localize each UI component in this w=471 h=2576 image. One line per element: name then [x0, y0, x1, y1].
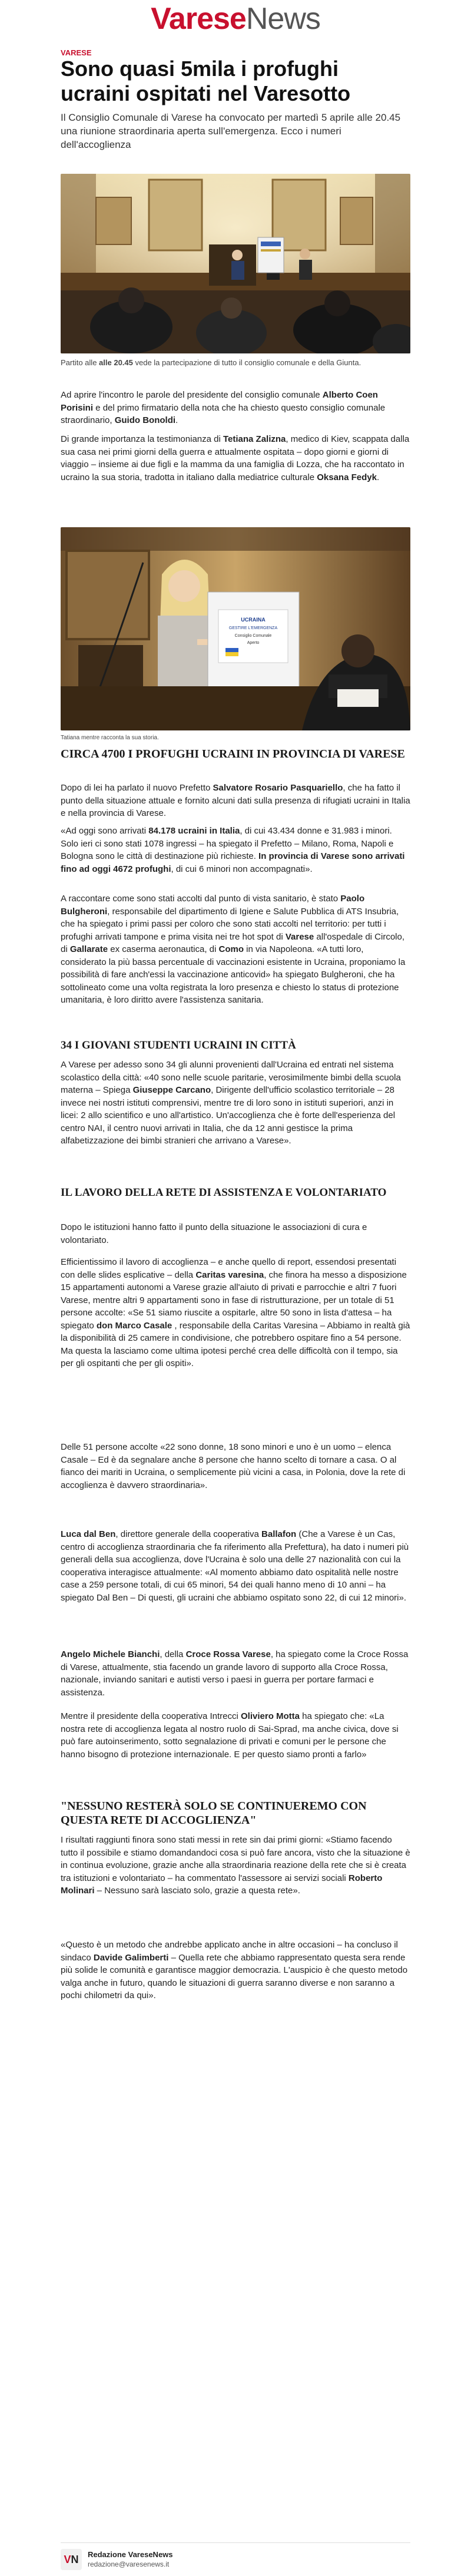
paragraph-prefetto: Dopo di lei ha parlato il nuovo Prefetto Salvatore Rosario Pasquariello, che ha fatto il punto della situazione attuale e fornito alcuni dati sulla presenza di rifugiati ucraini in Italia e nella provincia di Varese.	[61, 783, 410, 818]
author-name[interactable]: Redazione VareseNews	[88, 2550, 173, 2559]
article-title: Sono quasi 5mila i profughi ucraini ospitati nel Varesotto	[61, 57, 351, 105]
section-heading-studenti: 34 I GIOVANI STUDENTI UCRAINI IN CITTÀ	[61, 1039, 296, 1051]
paragraph-galimberti: «Questo è un metodo che andrebbe applicato anche in altre occasioni – ha concluso il sindaco Davide Galimberti – Quella rete che abbiamo rappresentato questa sera rende più solide le comunità e garantisce maggior democrazia. L'auspicio è che questo metodo valga anche in futuro, quando le situazioni di guerra saranno diverse e non saranno a pochi chilometri da qui».	[61, 1940, 408, 2000]
photo-tatiana-caption: Tatiana mentre racconta la sua storia.	[61, 735, 159, 741]
photo-tatiana	[61, 527, 410, 730]
section-heading-nessuno-solo: "NESSUNO RESTERÀ SOLO SE CONTINUEREMO CON QUESTA RETE DI ACCOGLIENZA"	[61, 1800, 367, 1827]
author-box	[61, 2542, 410, 2572]
section-heading-volontariato: IL LAVORO DELLA RETE DI ASSISTENZA E VOLONTARIATO	[61, 1186, 387, 1199]
photo-council-room-image	[61, 174, 410, 353]
paragraph-associazioni: Dopo le istituzioni hanno fatto il punto della situazione le associazioni di cura e volontariato.	[61, 1222, 367, 1245]
paragraph-croce-rossa: Angelo Michele Bianchi, della Croce Rossa Varese, ha spiegato come la Croce Rossa di Varese, attualmente, stia facendo un grande lavoro di supporto alla Croce Rossa, nazionale, inviando sanitari e autisti verso i paesi in guerra per portare farmaci e assistenza.	[61, 1649, 409, 1698]
paragraph-studenti: A Varese per adesso sono 34 gli alunni provenienti dall'Ucraina ed entrati nel sistema scolastico della città: «40 sono nelle scuole paritarie, verosimilmente bimbi della scuola materna – Spiega Giuseppe Carcano, Dirigente dell'ufficio scolastico territoriale – 28 invece nei nostri istituti comprensivi, mentre tre di loro sono in istituti superiori, anzi in licei: 2 allo scientifico e uno all'artistico. Un'accoglienza che è forte dell'esperienza del centro NAI, il centro nuovi arrivati in Italia, che da 12 anni gestisce la prima alfabetizzazione dei bimbi stranieri che arrivano a Varese».	[61, 1060, 401, 1146]
logo-part-news: News	[246, 2, 320, 36]
author-avatar[interactable]	[61, 2549, 82, 2570]
author-email[interactable]: redazione@varesenews.it	[88, 2560, 170, 2568]
paragraph-persone-accolte: Delle 51 persone accolte «22 sono donne, 18 sono minori e uno è un uomo – elenca Casale – Ed è da segnalare anche 8 persone che hanno scelto di tornare a casa. O al fianco dei mariti in Ucraina, o semplicemente più vicini a casa, in Polonia, dove la rete di accoglienza è davvero straordinaria».	[61, 1442, 406, 1490]
paragraph-molinari: I risultati raggiunti finora sono stati messi in rete sin dai primi giorni: «Stiamo facendo tutto il possibile e stiamo domandandoci cosa si può fare ancora, visto che la situazione è in continua evoluzione, grazie anche alla straordinaria reazione della rete che si è creata tra istituzioni e volontariato – ha commentato l'assessore ai servizi sociali Roberto Molinari – Nessuno sarà lasciato solo, grazie a questa rete».	[61, 1835, 410, 1896]
paragraph-numbers: «Ad oggi sono arrivati 84.178 ucraini in Italia, di cui 43.434 donne e 31.983 i minori. Solo ieri ci sono stati 1078 ingressi – ha spiegato il Prefetto – Milano, Roma, Napoli e Bologna sono le città di destinazione più richieste. In provincia di Varese sono arrivati fino ad oggi 4672 profughi, di cui 6 minori non accompagnati».	[61, 826, 405, 874]
badge-letter-v: V	[64, 2554, 71, 2565]
site-logo[interactable]	[0, 1, 471, 42]
badge-letter-n: N	[71, 2554, 79, 2565]
paragraph-caritas: Efficientissimo il lavoro di accoglienza – e anche quello di report, essendosi presentati con delle slides esplicative – della Caritas varesina, che finora ha messo a disposizione 15 appartamenti autonomi a Varese grazie all'aiuto di privati e parrocchie e altri 7 fuori Varese, mentre altri 9 appartamenti sono in fase di ristrutturazione, per un totale di 51 persone accolte: «Se 51 siamo riuscite a ospitarle, altre 50 sono in lista d'attesa – ha spiegato don Marco Casale , responsabile della Caritas Varesina – Abbiamo in realtà già la disponibilità di 25 camere in condivisione, che potrebbero ospitare fino a 54 persone. Ma questa la lasciamo come ultima ipotesi perché crea delle difficoltà con il tempo, sia per gli ospitanti che per gli ospiti».	[61, 1257, 410, 1368]
article-lead: Il Consiglio Comunale di Varese ha convocato per martedì 5 aprile alle 20.45 una riunione straordinaria aperta sull'emergenza. Ecco i numeri dell'accoglienza	[61, 112, 401, 150]
panel-line-consiglio: Consiglio Comunale	[234, 634, 272, 638]
logo-part-varese: Varese	[151, 2, 246, 36]
paragraph-sanitario: A raccontare come sono stati accolti dal punto di vista sanitario, è stato Paolo Bulgheroni, responsabile del dipartimento di Igiene e Salute Pubblica di ATS Insubria, che ha spiegato i primi passi per coloro che sono stati accolti nel territorio: per tutti i profughi arrivati tampone e prima visita nei tre hot spot di Varese all'ospedale di Circolo, di Gallarate ex caserma aeronautica, di Como in via Napoleona. «A tutti loro, considerato la più bassa percentuale di vaccinazioni esistente in Ucraina, proponiamo la possibilità di fare anch'essi la vaccinazione anticovid» ha spiegato Bulgheroni, che ha sottolineato come una volta registrata la loro presenza e chiesto lo status di protezione umanitaria, è loro diritto avere l'assistenza sanitaria.	[61, 894, 406, 1005]
paragraph-testimony: Di grande importanza la testimonianza di Tetiana Zalizna, medico di Kiev, scappata dalla sua casa nei primi giorni della guerra e attualmente ospitata – dopo giorni e giorni di viaggio – insieme ai due figli e la mamma da una famiglia di Lozza, che ha raccontato in ucraino la sua storia, tradotta in italiano dalla mediatrice culturale Oksana Fedyk.	[61, 434, 410, 482]
panel-line-aperto: Aperto	[247, 641, 260, 645]
paragraph-intrecci: Mentre il presidente della cooperativa Intrecci Oliviero Motta ha spiegato che: «La nostra rete di accoglienza legata al nostro ruolo di Sai-Sprad, ma anche civica, dove si può fare autoinserimento, sotto segnalazione di privati e comuni per le persone che hanno bisogno di protezione internazionale. E per questo siamo pronti a farlo»	[61, 1711, 399, 1760]
photo-council-caption: Partito alle alle 20.45 vede la partecipazione di tutto il consiglio comunale e della Giunta.	[61, 358, 361, 367]
paragraph-opening: Ad aprire l'incontro le parole del presidente del consiglio comunale Alberto Coen Porisini e del primo firmatario della nota che ha chiesto questo consiglio comunale straordinario, Guido Bonoldi.	[61, 390, 386, 425]
paragraph-ballafon: Luca dal Ben, direttore generale della cooperativa Ballafon (Che a Varese è un Cas, centro di accoglienza straordinaria che fa riferimento alla Prefettura), ha dato i numeri più generali della sua accoglienza, dove l'Ucraina è solo una delle 27 nazionalità con cui la cooperativa interagisce attualmente: «Al momento abbiamo dato ospitalità nelle nostre case a 259 persone totali, di cui 65 minori, 54 dei quali hanno meno di 10 anni – ha spiegato Dal Ben – Di questi, gli ucraini che abbiamo ospitato sono 22, di cui 12 minori».	[61, 1529, 409, 1603]
photo-tatiana-image	[61, 527, 410, 730]
photo-council-room	[61, 174, 410, 353]
panel-line-emergenza: GESTIRE L'EMERGENZA	[228, 626, 278, 630]
panel-line-ucraina: UCRAINA	[241, 617, 266, 623]
article-category[interactable]: VARESE	[61, 48, 92, 57]
section-heading-profughi: CIRCA 4700 I PROFUGHI UCRAINI IN PROVINCIA DI VARESE	[61, 748, 405, 760]
